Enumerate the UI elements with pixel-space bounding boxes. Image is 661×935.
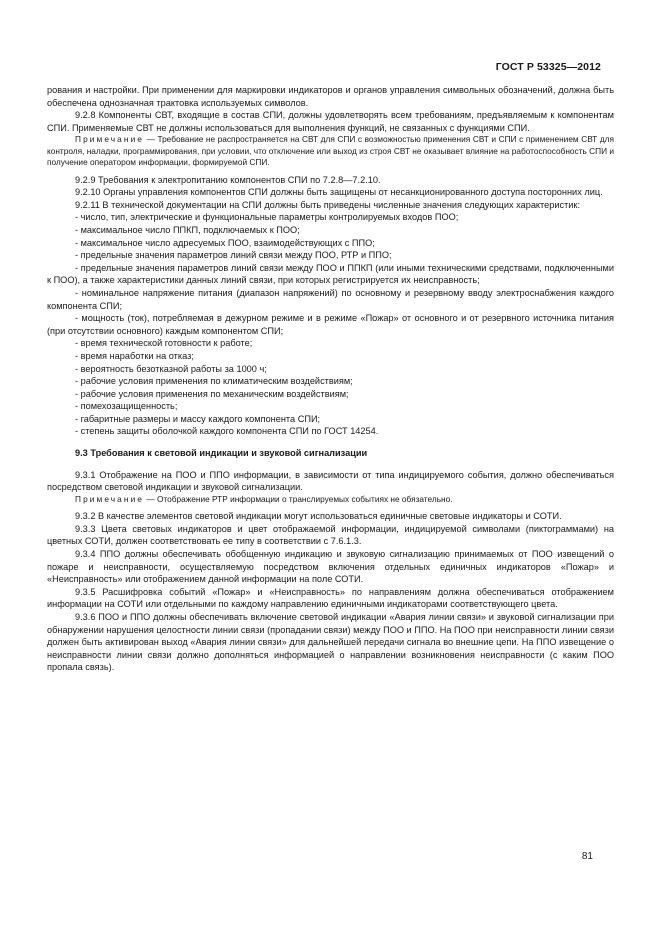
list-item: - предельные значения параметров линий связи между ПОО и ППКП (или иными техническими средствами, подключенными к ПОО), а также характеристики данных линий связи, при которых регистрируется их неисправность; xyxy=(47,262,614,286)
clause-9-3-3: 9.3.3 Цвета световых индикаторов и цвет отображаемой информации, индицируемой символами (пиктограммами) на цветных СОТИ, должен соответствовать ее типу в соответствии с 7.6.1.3. xyxy=(47,523,614,547)
list-item: - рабочие условия применения по механическим воздействиям; xyxy=(75,388,349,399)
list-item: - максимальное число адресуемых ПОО, взаимодействующих с ППО; xyxy=(75,237,375,248)
note-2 xyxy=(47,494,614,505)
list-item: - максимальное число ППКП, подключаемых к ПОО; xyxy=(75,224,300,235)
clause-9-2-11: 9.2.11 В технической документации на СПИ должны быть приведены численные значения следующих характеристик: xyxy=(75,199,581,210)
note-label: Примечание xyxy=(75,134,145,145)
document-code: ГОСТ Р 53325—2012 xyxy=(495,61,601,73)
list-item: - предельные значения параметров линий связи между ПОО, РТР и ППО; xyxy=(75,250,392,261)
list-item: - габаритные размеры и массу каждого компонента СПИ; xyxy=(75,413,321,424)
clause-9-2-8: 9.2.8 Компоненты СВТ, входящие в состав СПИ, должны удовлетворять всем требованиям, предъявляемым к компонентам СПИ. Применяемые СВТ не должны использоваться для выполнения функций, не связанных с функциями СПИ. xyxy=(47,110,614,133)
list-item: - номинальное напряжение питания (диапазон напряжений) по основному и резервному вводу электроснабжения каждого компонента СПИ; xyxy=(47,287,614,311)
section-heading-9-3: 9.3 Требования к световой индикации и звуковой сигнализации xyxy=(75,448,368,459)
clause-9-3-1: 9.3.1 Отображение на ПОО и ППО информации, в зависимости от типа индицируемого события, должно обеспечиваться посредством световой индикации и звуковой сигнализации. xyxy=(47,469,614,493)
clause-9-3-5: 9.3.5 Расшифровка событий «Пожар» и «Неисправность» по направлениям должна обеспечиваться отображением информации на СОТИ или отдельными по каждому направлению единичными индикаторами соответствующего цвета. xyxy=(47,586,614,610)
list-item: - степень защиты оболочкой каждого компонента СПИ по ГОСТ 14254. xyxy=(75,426,379,437)
page-number: 81 xyxy=(581,851,593,862)
clause-9-3-2: 9.3.2 В качестве элементов световой индикации могут использоваться единичные световые индикаторы и СОТИ. xyxy=(75,511,562,522)
clause-9-2-9: 9.2.9 Требования к электропитанию компонентов СПИ по 7.2.8—7.2.10. xyxy=(75,174,381,185)
note-text: — Отображение РТР информации о транслируемых событиях не обязательно. xyxy=(144,493,453,504)
list-item: - рабочие условия применения по климатическим воздействиям; xyxy=(75,376,353,387)
list-item: - время наработки на отказ; xyxy=(75,350,194,361)
clause-9-3-4: 9.3.4 ППО должны обеспечивать обобщенную индикацию и звуковую сигнализацию принимаемых от ПОО извещений о пожаре и неисправности, осуществляемую посредством включения отдельных единичных индикаторов «Пожар» и «Неисправность» или отображением данной информации на поле СОТИ. xyxy=(47,549,614,585)
list-item: - время технической готовности к работе; xyxy=(75,338,253,349)
note-text: — Требование не распространяется на СВТ для СПИ с возможностью применения СВТ и СПИ с применением СВТ для контроля, наладки, программирования, при условии, что отключение или выход из строя СВТ не оказывает влияние на работоспособность СПИ и получение оператором информации, формируемой СПИ. xyxy=(47,134,614,168)
note-label: Примечание xyxy=(75,493,145,504)
list-item: - помехозащищенность; xyxy=(75,401,178,412)
clause-9-3-6: 9.3.6 ПОО и ППО должны обеспечивать включение световой индикации «Авария линии связи» и звуковой сигнализации при обнаружении нарушения целостности линии связи (пропадании связи) между ПОО и ППО. На ПОО при неисправности линии связи должен быть активирован выход «Авария линии связи» для дальнейшей передачи сигнала во внешние цепи. На ППО извещение о неисправности линии связи должно дополняться информацией о направлении возникновения неисправности (с каким ПОО пропала связь). xyxy=(47,612,614,673)
list-item: - вероятность безотказной работы за 1000 ч; xyxy=(75,363,267,374)
note-1 xyxy=(47,134,614,168)
list-item: - число, тип, электрические и функциональные параметры контролируемых входов ПОО; xyxy=(75,212,459,223)
clause-9-2-10: 9.2.10 Органы управления компонентов СПИ должны быть защищены от несанкционированного доступа посторонних лиц. xyxy=(75,187,603,198)
page-body xyxy=(47,84,614,674)
list-item: - мощность (ток), потребляемая в дежурном режиме и в режиме «Пожар» от основного и от резервного источника питания (при отсутствии основного) каждым компонентом СПИ; xyxy=(47,313,614,336)
continued-paragraph: рования и настройки. При применении для маркировки индикаторов и органов управления символьных обозначений, должна быть обеспечена однозначная трактовка используемых символов. xyxy=(47,85,614,108)
